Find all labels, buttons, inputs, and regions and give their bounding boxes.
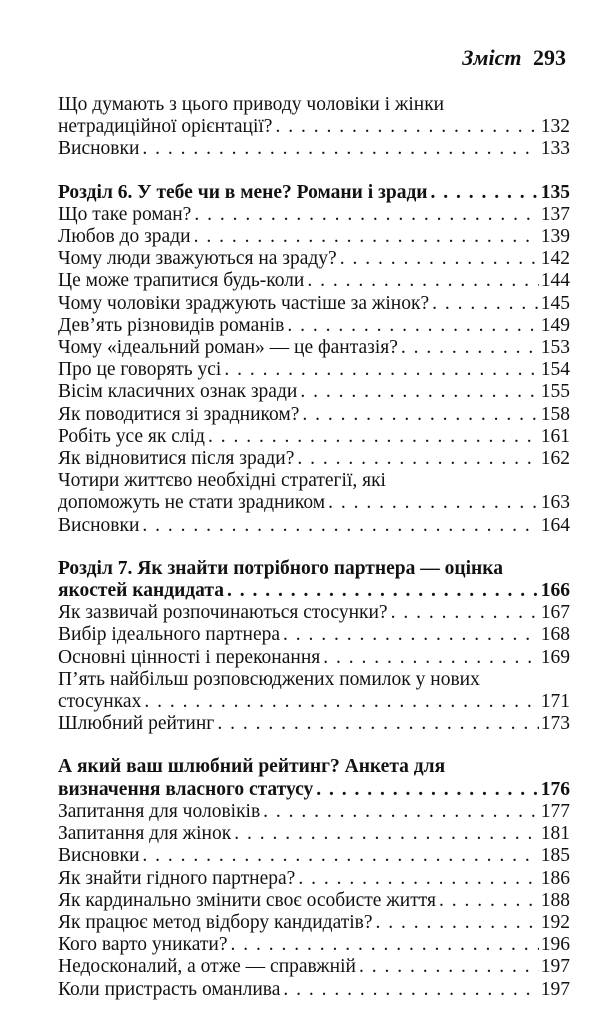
toc-entry xyxy=(58,204,570,226)
running-header xyxy=(462,44,566,72)
toc-entry-title: Чому люди зважуються на зраду? xyxy=(58,248,337,270)
toc-entry xyxy=(58,602,570,624)
toc-entry-title: Недосконалий, а отже — справжній xyxy=(58,956,356,978)
toc-entry-title: Дев’ять різновидів романів xyxy=(58,314,285,336)
page-number: 166 xyxy=(540,580,570,602)
chapter-title-line: А який ваш шлюбний рейтинг? Анкета для xyxy=(58,756,446,778)
chapter-title: якостей кандидата xyxy=(58,580,224,602)
toc-entry xyxy=(58,359,570,381)
toc-entry xyxy=(58,647,570,669)
chapter-title-line: Розділ 7. Як знайти потрібного партнера — оцінка xyxy=(58,557,503,579)
toc-entry xyxy=(58,116,570,138)
page-number: 149 xyxy=(540,314,570,336)
toc-entry-title: Запитання для жінок xyxy=(58,823,232,845)
dot-leader xyxy=(328,492,539,514)
page-number: 139 xyxy=(540,226,570,248)
chapter-entry xyxy=(58,580,570,602)
page-number: 137 xyxy=(540,203,570,225)
toc-entry-title: нетрадиційної орієнтації? xyxy=(58,116,273,138)
page-number: 161 xyxy=(540,425,570,447)
page-number: 153 xyxy=(540,337,570,359)
toc-entry xyxy=(58,226,570,248)
toc-entry-title: Запитання для чоловіків xyxy=(58,800,261,822)
page-number: 185 xyxy=(540,845,570,867)
dot-leader xyxy=(298,868,538,890)
page-number: 163 xyxy=(540,492,570,514)
dot-leader xyxy=(439,890,539,912)
dot-leader xyxy=(297,448,538,470)
dot-leader xyxy=(302,404,538,426)
dot-leader xyxy=(142,515,538,537)
toc-entry-title: Як поводитися зі зрадником? xyxy=(58,403,300,425)
dot-leader xyxy=(340,248,539,270)
toc-entry xyxy=(58,934,570,956)
toc-entry-title: Висновки xyxy=(58,514,140,536)
toc-entry xyxy=(58,823,570,845)
dot-leader xyxy=(194,204,538,226)
toc-entry-title-line: Що думають з цього приводу чоловіки і жінки xyxy=(58,94,445,115)
toc-entry xyxy=(58,713,570,735)
toc-entry-title: Як кардинально змінити своє особисте життя xyxy=(58,889,436,911)
page-number: 158 xyxy=(540,403,570,425)
page-number: 155 xyxy=(540,381,570,403)
page-number: 196 xyxy=(540,934,570,956)
toc-entry xyxy=(58,315,570,337)
table-of-contents xyxy=(58,94,570,1001)
toc-entry-title: Як відновитися після зради? xyxy=(58,448,295,470)
toc-entry-title: Як зазвичай розпочинаються стосунки? xyxy=(58,602,388,624)
section-gap xyxy=(58,735,570,756)
toc-entry xyxy=(58,845,570,867)
toc-entry xyxy=(58,801,570,823)
toc-entry-title: Що таке роман? xyxy=(58,203,192,225)
toc-entry-title: Коли пристрасть оманлива xyxy=(58,978,281,1000)
page-number: 135 xyxy=(540,181,570,203)
dot-leader xyxy=(391,602,539,624)
toc-entry-title: Висновки xyxy=(58,845,140,867)
page-number: 192 xyxy=(540,911,570,933)
page-number: 133 xyxy=(540,138,570,160)
toc-entry-title: допоможуть не стати зрадником xyxy=(58,492,326,514)
toc-entry xyxy=(58,404,570,426)
toc-entry xyxy=(58,979,570,1001)
dot-leader xyxy=(316,779,538,801)
page-number: 197 xyxy=(540,956,570,978)
toc-entry xyxy=(58,890,570,912)
toc-entry-title: Шлюбний рейтинг xyxy=(58,713,215,735)
dot-leader xyxy=(300,381,538,403)
dot-leader xyxy=(275,116,538,138)
page-number: 177 xyxy=(540,800,570,822)
page-number: 154 xyxy=(540,359,570,381)
page-number: 169 xyxy=(540,646,570,668)
dot-leader xyxy=(287,315,538,337)
toc-entry xyxy=(58,515,570,537)
toc-entry-title: Це може трапитися будь-коли xyxy=(58,270,305,292)
dot-leader xyxy=(307,270,538,292)
toc-entry-title: стосунках xyxy=(58,691,142,713)
chapter-entry xyxy=(58,779,570,801)
page-number: 173 xyxy=(540,713,570,735)
toc-entry-title: Про це говорять усі xyxy=(58,359,222,381)
dot-leader xyxy=(263,801,539,823)
dot-leader xyxy=(283,979,538,1001)
page-number: 167 xyxy=(540,602,570,624)
toc-entry-title: Як працює метод відбору кандидатів? xyxy=(58,911,373,933)
toc-entry xyxy=(58,138,570,160)
dot-leader xyxy=(208,426,539,448)
toc-entry xyxy=(58,270,570,292)
dot-leader xyxy=(432,293,539,315)
dot-leader xyxy=(401,337,539,359)
dot-leader xyxy=(283,624,539,646)
page-number: 197 xyxy=(540,978,570,1000)
dot-leader xyxy=(234,823,539,845)
dot-leader xyxy=(142,845,538,867)
toc-entry-title: Основні цінності і переконання xyxy=(58,646,321,668)
toc-entry-title: Кого варто уникати? xyxy=(58,934,228,956)
toc-entry-title: Вісім класичних ознак зради xyxy=(58,381,298,403)
toc-entry xyxy=(58,293,570,315)
toc-entry-title: Висновки xyxy=(58,138,140,160)
dot-leader xyxy=(230,934,538,956)
page-number: 168 xyxy=(540,624,570,646)
dot-leader xyxy=(227,580,539,602)
page-number: 171 xyxy=(540,691,570,713)
page-number: 188 xyxy=(540,889,570,911)
page-number: 162 xyxy=(540,448,570,470)
page-number: 186 xyxy=(540,867,570,889)
dot-leader xyxy=(217,713,538,735)
chapter-title: визначення власного статусу xyxy=(58,778,314,800)
toc-entry-title: Робіть усе як слід xyxy=(58,425,205,447)
section-gap xyxy=(58,537,570,558)
page-number: 164 xyxy=(540,514,570,536)
chapter-title: Розділ 6. У тебе чи в мене? Романи і зради xyxy=(58,181,428,203)
toc-entry-title: Чому чоловіки зраджують частіше за жінок? xyxy=(58,292,430,314)
toc-entry xyxy=(58,912,570,934)
toc-entry-title: Вибір ідеального партнера xyxy=(58,624,281,646)
toc-entry xyxy=(58,492,570,514)
toc-entry-title-line: П’ять найбільш розповсюджених помилок у нових xyxy=(58,668,480,690)
dot-leader xyxy=(431,182,539,204)
toc-entry xyxy=(58,691,570,713)
header-page-number: 293 xyxy=(533,45,566,70)
toc-entry xyxy=(58,381,570,403)
toc-entry xyxy=(58,956,570,978)
page-number: 132 xyxy=(540,116,570,138)
dot-leader xyxy=(194,226,539,248)
section-gap xyxy=(58,161,570,182)
chapter-entry xyxy=(58,182,570,204)
toc-entry-title-line: Чотири життєво необхідні стратегії, які xyxy=(58,470,386,492)
toc-entry xyxy=(58,448,570,470)
dot-leader xyxy=(224,359,538,381)
header-label: Зміст xyxy=(462,45,522,70)
toc-entry-title: Чому «ідеальний роман» — це фантазія? xyxy=(58,337,398,359)
toc-entry xyxy=(58,426,570,448)
toc-entry-title: Як знайти гідного партнера? xyxy=(58,867,296,889)
toc-entry-title: Любов до зради xyxy=(58,226,191,248)
page-number: 181 xyxy=(540,823,570,845)
dot-leader xyxy=(359,956,539,978)
page-number: 144 xyxy=(540,270,570,292)
toc-entry xyxy=(58,624,570,646)
dot-leader xyxy=(142,138,538,160)
toc-entry xyxy=(58,337,570,359)
dot-leader xyxy=(376,912,539,934)
toc-entry xyxy=(58,248,570,270)
page-number: 176 xyxy=(540,778,570,800)
page-number: 142 xyxy=(540,248,570,270)
dot-leader xyxy=(144,691,538,713)
toc-entry xyxy=(58,868,570,890)
dot-leader xyxy=(323,647,539,669)
page-number: 145 xyxy=(540,292,570,314)
